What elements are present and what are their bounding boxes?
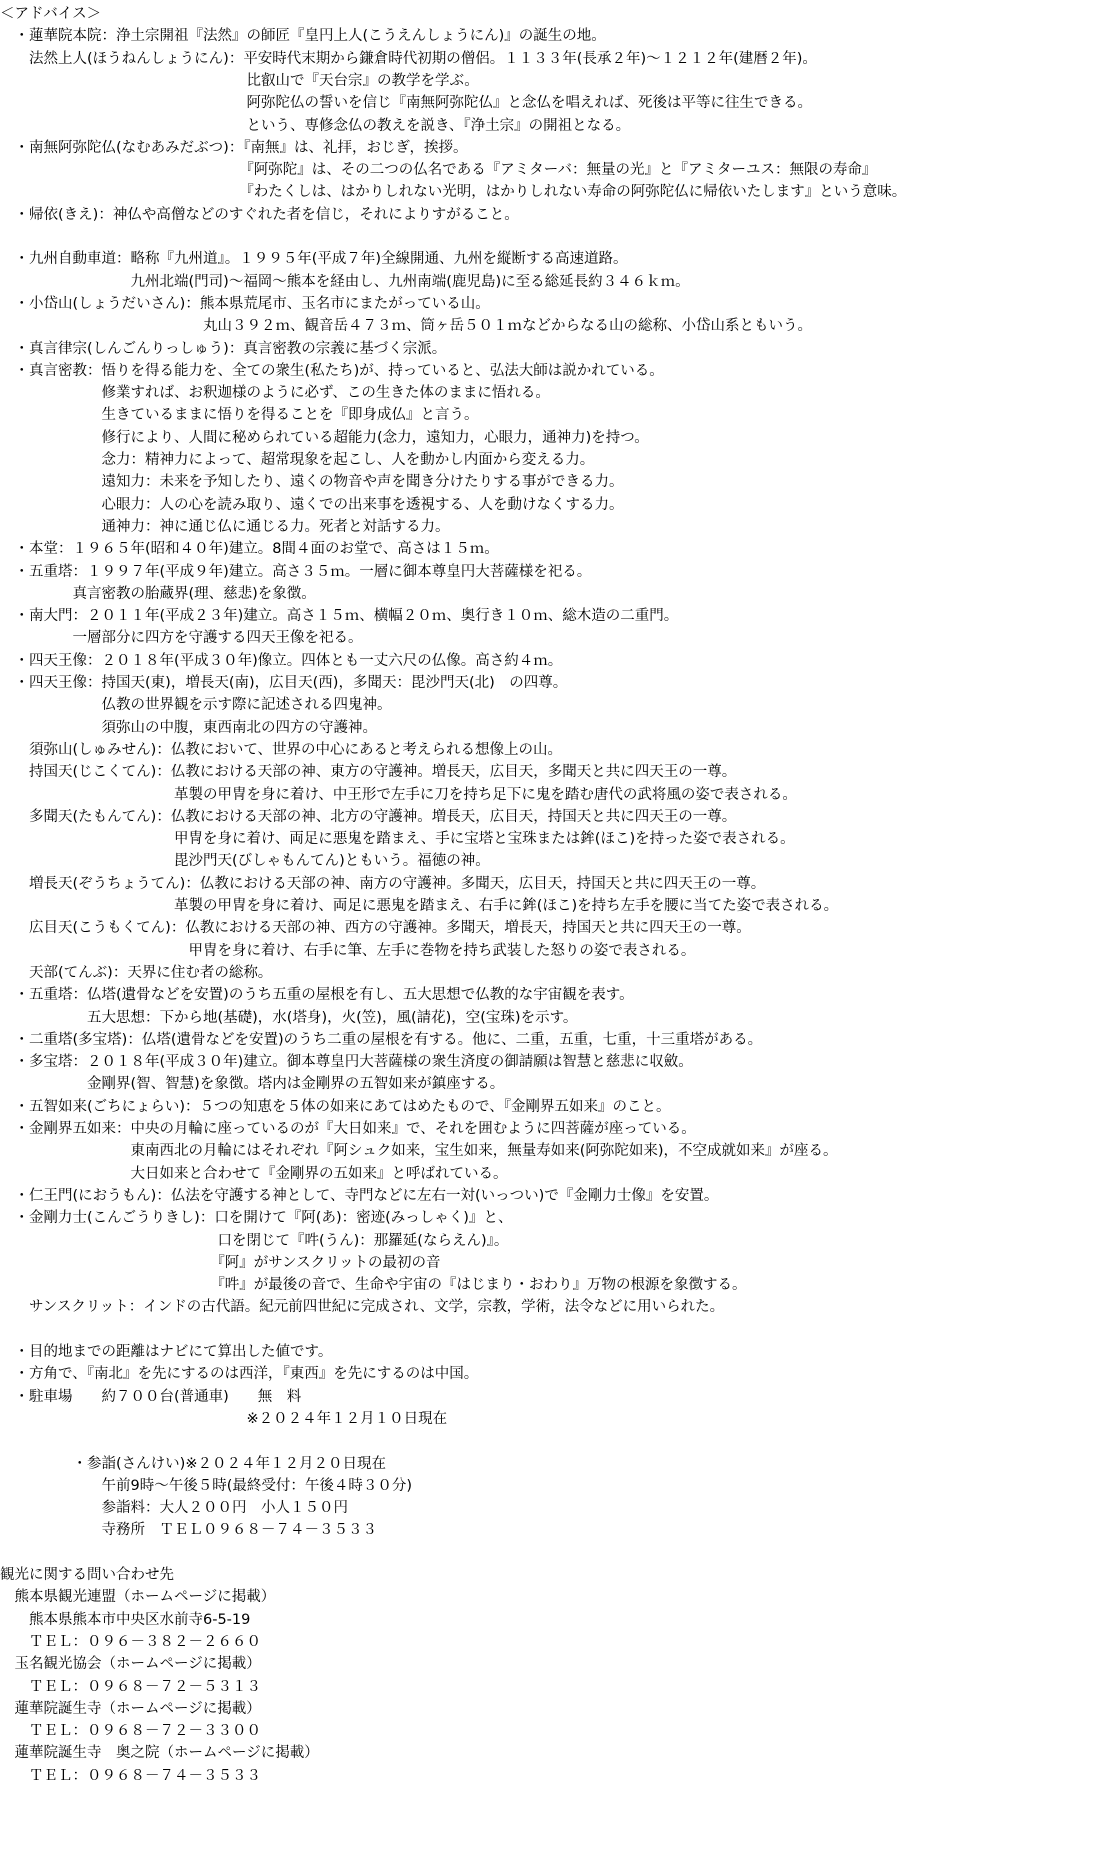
text-line: 玉名観光協会（ホームページに掲載） — [0, 1656, 261, 1673]
text-line: 持国天(じこくてん)：仏教における天部の神、東方の守護神。増長天，広目天，多聞天と共に四天王の一尊。 — [0, 764, 737, 781]
text-line: ・二重塔(多宝塔)：仏塔(遺骨などを安置)のうち二重の屋根を有する。他に、二重，五重，七重，十三重塔がある。 — [0, 1031, 763, 1048]
text-line: ＴＥＬ：０９６８－７４－３５３３ — [0, 1767, 261, 1784]
text-line: 法然上人(ほうねんしょうにん)：平安時代末期から鎌倉時代初期の僧侶。１１３３年(長承２年)～１２１２年(建暦２年)。 — [0, 50, 817, 67]
text-line: 『阿』がサンスクリットの最初の音 — [0, 1254, 441, 1271]
text-line: 甲冑を身に着け、両足に悪鬼を踏まえ、手に宝塔と宝珠または鉾(ほこ)を持った姿で表される。 — [0, 831, 795, 848]
text-line: ・本堂：１９６５年(昭和４０年)建立。8間４面のお堂で、高さは１５ｍ。 — [0, 541, 499, 558]
text-line: ・参詣(さんけい)※２０２４年１２月２０日現在 — [0, 1455, 386, 1472]
text-line: ・五重塔：１９９７年(平成９年)建立。高さ３５ｍ。一層に御本尊皇円大菩薩様を祀る。 — [0, 563, 592, 580]
text-line: ・駐車場 約７００台(普通車) 無 料 — [0, 1388, 302, 1405]
text-line: ※２０２４年１２月１０日現在 — [0, 1410, 448, 1427]
text-line: 多聞天(たもんてん)：仏教における天部の神、北方の守護神。増長天，広目天，持国天と共に四天王の一尊。 — [0, 808, 737, 825]
text-line: 大日如来と合わせて『金剛界の五如来』と呼ばれている。 — [0, 1165, 508, 1182]
text-line: 革製の甲冑を身に着け、両足に悪鬼を踏まえ、右手に鉾(ほこ)を持ち左手を腰に当てた姿で表される。 — [0, 898, 839, 914]
text-line: という、専修念仏の教えを説き、『浄土宗』の開祖となる。 — [0, 117, 631, 134]
text-line: ・金剛界五如来：中央の月輪に座っているのが『大日如来』で、それを囲むように四菩薩が座っている。 — [0, 1121, 696, 1137]
text-line: 修行により、人間に秘められている超能力(念力，遠知力，心眼力，通神力)を持つ。 — [0, 429, 649, 446]
text-line: 天部(てんぶ)：天界に住む者の総称。 — [0, 964, 273, 981]
text-line: 一層部分に四方を守護する四天王像を祀る。 — [0, 630, 363, 647]
text-line: 『阿弥陀』は、その二つの仏名である『アミターバ：無量の光』と『アミターユス：無限の寿命』 — [0, 162, 877, 179]
text-line: 金剛界(智、智慧)を象徴。塔内は金剛界の五智如来が鎮座する。 — [0, 1076, 505, 1093]
text-line: 午前9時～午後５時(最終受付：午後４時３０分) — [0, 1477, 413, 1494]
text-line: 蓮華院誕生寺 奥之院（ホームページに掲載） — [0, 1745, 319, 1762]
text-line: ・金剛力士(こんごうりきし)：口を開けて『阿(あ)：密迹(みっしゃく)』と、 — [0, 1210, 513, 1227]
text-line: 念力：精神力によって、超常現象を起こし、人を動かし内面から変える力。 — [0, 452, 595, 468]
text-line: ＴＥＬ：０９６８－７２－５３１３ — [0, 1678, 261, 1695]
text-line: 寺務所 ＴＥＬ０９６８－７４－３５３３ — [0, 1522, 377, 1539]
text-line: 蓮華院誕生寺（ホームページに掲載） — [0, 1700, 261, 1717]
text-line: 丸山３９２ｍ、観音岳４７３ｍ、筒ヶ岳５０１ｍなどからなる山の総称、小岱山系ともいう。 — [0, 318, 812, 335]
text-line: 参詣料：大人２００円 小人１５０円 — [0, 1500, 348, 1517]
text-line: ・南無阿弥陀仏(なむあみだぶつ)：『南無』は、礼拝，おじぎ，挨拶。 — [0, 139, 468, 156]
text-line: 『わたくしは、はかりしれない光明，はかりしれない寿命の阿弥陀仏に帰依いたします』という意味。 — [0, 184, 907, 201]
text-line: ・五重塔：仏塔(遺骨などを安置)のうち五重の屋根を有し、五大思想で仏教的な宇宙観を表す。 — [0, 987, 634, 1004]
text-line: ・帰依(きえ)：神仏や高僧などのすぐれた者を信じ，それによりすがること。 — [0, 206, 519, 223]
text-line: 修業すれば、お釈迦様のように必ず、この生きた体のままに悟れる。 — [0, 385, 550, 402]
text-line: 毘沙門天(びしゃもんてん)ともいう。福徳の神。 — [0, 853, 490, 870]
text-line: 須弥山の中腹，東西南北の四方の守護神。 — [0, 719, 377, 736]
text-line: 仏教の世界観を示す際に記述される四鬼神。 — [0, 697, 392, 714]
text-line: 真言密教の胎蔵界(理、慈悲)を象徴。 — [0, 585, 316, 602]
text-line: ・多宝塔：２０１８年(平成３０年)建立。御本尊皇円大菩薩様の衆生済度の御請願は智慧と慈悲に収斂。 — [0, 1054, 693, 1071]
text-line: ＴＥＬ：０９６８－７２－３３００ — [0, 1723, 261, 1740]
text-line: 比叡山で『天台宗』の教学を学ぶ。 — [0, 72, 479, 89]
text-line: 増長天(ぞうちょうてん)：仏教における天部の神、南方の守護神。多聞天，広目天，持国天と共に四天王の一尊。 — [0, 875, 766, 892]
text-line: ＜アドバイス＞ — [0, 6, 102, 22]
text-line: ・四天王像：持国天(東)，増長天(南)，広目天(西)，多聞天：毘沙門天(北) の四尊。 — [0, 675, 568, 691]
text-line: ＴＥＬ：０９６－３８２－２６６０ — [0, 1633, 261, 1650]
text-line: ・四天王像：２０１８年(平成３０年)像立。四体とも一丈六尺の仏像。高さ約４ｍ。 — [0, 652, 563, 669]
text-line: ・真言密教：悟りを得る能力を、全ての衆生(私たち)が、持っていると、弘法大師は説かれている。 — [0, 362, 664, 379]
text-line: ・目的地までの距離はナビにて算出した値です。 — [0, 1344, 333, 1360]
text-line: 五大思想：下から地(基礎)，水(塔身)，火(笠)，風(請花)，空(宝珠)を示す。 — [0, 1009, 578, 1026]
text-line: ・真言律宗(しんごんりっしゅう)：真言密教の宗義に基づく宗派。 — [0, 340, 447, 357]
text-line: 広目天(こうもくてん)：仏教における天部の神、西方の守護神。多聞天，増長天，持国天と共に四天王の一尊。 — [0, 920, 751, 937]
text-line: ・南大門：２０１１年(平成２３年)建立。高さ１５ｍ、横幅２０ｍ、奥行き１０ｍ、総木造の二重門。 — [0, 608, 679, 625]
text-line: 須弥山(しゅみせん)：仏教において、世界の中心にあると考えられる想像上の山。 — [0, 741, 563, 758]
text-line: 熊本県熊本市中央区水前寺6-5-19 — [0, 1611, 251, 1628]
text-line: 東南西北の月輪にはそれぞれ『阿シュク如来，宝生如来，無量寿如来(阿弥陀如来)，不空成就如来』が座る。 — [0, 1143, 838, 1160]
text-line: 口を閉じて『吽(うん)：那羅延(ならえん)』。 — [0, 1232, 509, 1249]
text-line: 『吽』が最後の音で、生命や宇宙の『はじまり・おわり』万物の根源を象徴する。 — [0, 1277, 747, 1294]
text-line: 熊本県観光連盟（ホームページに掲載） — [0, 1589, 276, 1606]
text-line: ・小岱山(しょうだいさん)：熊本県荒尾市、玉名市にまたがっている山。 — [0, 295, 490, 312]
text-line: ・五智如来(ごちにょらい)：５つの知恵を５体の如来にあてはめたもので、『金剛界五如来』のこと。 — [0, 1098, 671, 1115]
text-line: ・仁王門(におうもん)：仏法を守護する神として、寺門などに左右一対(いっつい)で『金剛力士像』を安置。 — [0, 1187, 719, 1204]
text-line: ・蓮華院本院：浄土宗開祖『法然』の師匠『皇円上人(こうえんしょうにん)』の誕生の地。 — [0, 28, 606, 45]
text-line: 革製の甲冑を身に着け、中王形で左手に刀を持ち足下に鬼を踏む唐代の武将風の姿で表される。 — [0, 786, 797, 803]
text-line: 九州北端(門司)～福岡～熊本を経由し、九州南端(鹿児島)に至る総延長約３４６ｋｍ。 — [0, 273, 690, 290]
text-line: 甲冑を身に着け、右手に筆、左手に巻物を持ち武装した怒りの姿で表される。 — [0, 942, 696, 959]
text-line: ・九州自動車道：略称『九州道』。１９９５年(平成７年)全線開通、九州を縦断する高速道路。 — [0, 251, 628, 268]
text-line: 阿弥陀仏の誓いを信じ『南無阿弥陀仏』と念仏を唱えれば、死後は平等に往生できる。 — [0, 95, 812, 112]
text-line: ・方角で、『南北』を先にするのは西洋，『東西』を先にするのは中国。 — [0, 1366, 479, 1383]
text-line: 観光に関する問い合わせ先 — [0, 1567, 174, 1583]
text-line: 心眼力：人の心を読み取り、遠くでの出来事を透視する、人を動けなくする力。 — [0, 496, 624, 513]
text-line: 遠知力：未来を予知したり、遠くの物音や声を聞き分けたりする事ができる力。 — [0, 474, 624, 491]
text-line: サンスクリット：インドの古代語。紀元前四世紀に完成され、文学，宗教，学術，法令などに用いられた。 — [0, 1299, 725, 1316]
text-line: 生きているままに悟りを得ることを『即身成仏』と言う。 — [0, 407, 479, 424]
text-line: 通神力：神に通じ仏に通じる力。死者と対話する力。 — [0, 518, 450, 535]
